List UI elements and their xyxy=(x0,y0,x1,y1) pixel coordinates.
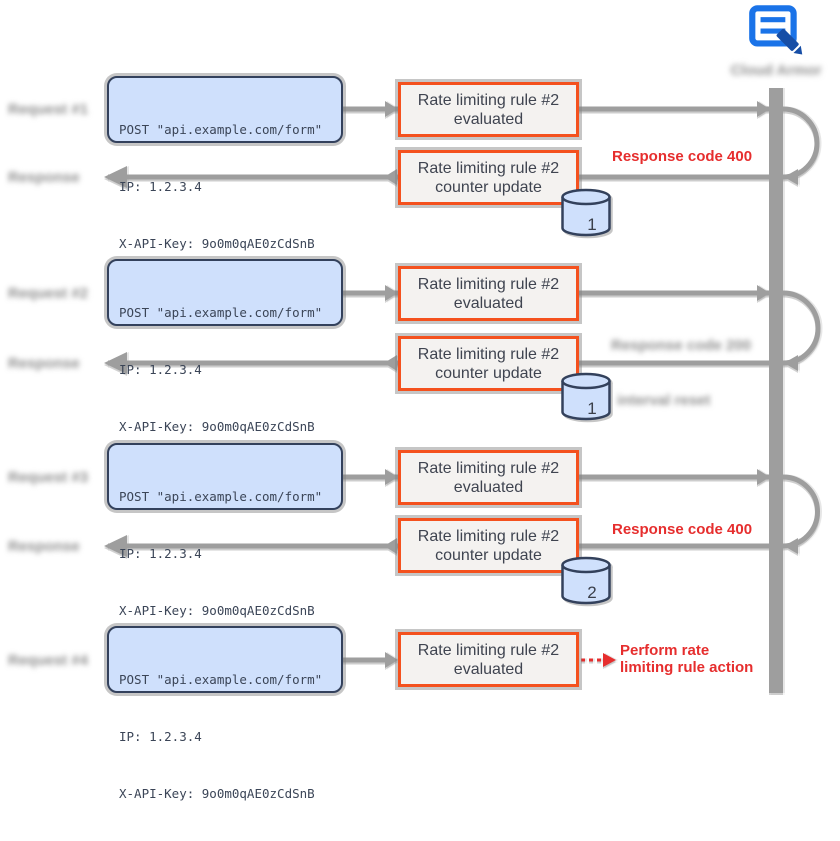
request-arrowhead-box-3 xyxy=(385,469,398,485)
counter-db-1 xyxy=(560,188,612,238)
evaluated-text-line1: Rate limiting rule #2 xyxy=(417,275,560,293)
lane-label-response-1: Response xyxy=(8,169,80,186)
actor-label-blurred: Cloud Armor xyxy=(730,62,822,79)
evaluated-box-3 xyxy=(398,450,579,505)
counter-text-line2: counter update xyxy=(435,178,542,196)
note-perform-action xyxy=(620,642,753,676)
lane-label-request-1: Request #1 xyxy=(8,101,89,118)
lane-label-request-3: Request #3 xyxy=(8,469,89,486)
request-ip-line: IP: 1.2.3.4 xyxy=(119,729,202,744)
request-apikey-line: X-API-Key: 9o0m0qAE0zCdSnB xyxy=(119,786,315,801)
response-arrowhead-box-2 xyxy=(384,355,397,371)
request-arrowhead-box-1 xyxy=(385,101,398,117)
response-arrowhead-box-1 xyxy=(384,169,397,185)
request-arrowhead-box-4 xyxy=(385,652,398,668)
evaluated-text-line1: Rate limiting rule #2 xyxy=(417,91,560,109)
request-arrowhead-lifeline-1 xyxy=(757,101,770,117)
evaluated-text-line1: Rate limiting rule #2 xyxy=(417,459,560,477)
response-arrowhead-box-3 xyxy=(384,538,397,554)
database-icon xyxy=(560,188,612,238)
lane-label-request-4: Request #4 xyxy=(8,652,89,669)
note-perform-action-line1: Perform rate xyxy=(620,642,710,659)
request-box-3 xyxy=(107,443,343,618)
lane-label-response-3: Response xyxy=(8,538,80,555)
counter-box-1 xyxy=(398,150,579,205)
request-ip-line: IP: 1.2.3.4 xyxy=(119,179,202,194)
evaluated-box-4 xyxy=(398,632,579,687)
counter-value: 1 xyxy=(587,399,597,418)
loop-arc-3 xyxy=(783,477,818,546)
request-ip-line: IP: 1.2.3.4 xyxy=(119,546,202,561)
counter-text-line2: counter update xyxy=(435,364,542,382)
database-icon xyxy=(560,372,612,422)
request-apikey-line: X-API-Key: 9o0m0qAE0zCdSnB xyxy=(119,603,315,618)
request-arrowhead-box-2 xyxy=(385,285,398,301)
loop-arrowhead-3 xyxy=(784,538,798,554)
evaluated-text-line2: evaluated xyxy=(453,294,524,312)
database-icon xyxy=(560,556,612,606)
action-arrowhead xyxy=(603,653,616,667)
evaluated-text-line1: Rate limiting rule #2 xyxy=(417,641,560,659)
counter-text-line2: counter update xyxy=(435,546,542,564)
evaluated-box-1 xyxy=(398,82,579,137)
counter-value: 1 xyxy=(587,215,597,234)
counter-value: 2 xyxy=(587,583,597,602)
request-apikey-line: X-API-Key: 9o0m0qAE0zCdSnB xyxy=(119,419,315,434)
counter-text-line1: Rate limiting rule #2 xyxy=(417,159,560,177)
request-arrowhead-lifeline-2 xyxy=(757,285,770,301)
request-arrowhead-lifeline-3 xyxy=(757,469,770,485)
request-post-line: POST "api.example.com/form" xyxy=(119,305,323,320)
counter-text-line1: Rate limiting rule #2 xyxy=(417,527,560,545)
request-ip-line: IP: 1.2.3.4 xyxy=(119,362,202,377)
actor-icon-wrap xyxy=(744,1,806,58)
counter-box-2 xyxy=(398,336,579,391)
evaluated-box-2 xyxy=(398,266,579,321)
note-response-code-3: Response code 400 xyxy=(612,521,753,538)
counter-box-3 xyxy=(398,518,579,573)
note-response-code-1: Response code 400 xyxy=(612,148,753,165)
counter-text-line1: Rate limiting rule #2 xyxy=(417,345,560,363)
evaluated-text-line2: evaluated xyxy=(453,660,524,678)
loop-arc-1 xyxy=(783,109,817,177)
lane-label-response-2: Response xyxy=(8,355,80,372)
request-box-1 xyxy=(107,76,343,251)
counter-db-2 xyxy=(560,372,612,422)
lane-label-request-2: Request #2 xyxy=(8,285,89,302)
note-perform-action-line2: limiting rule action xyxy=(620,659,754,676)
note-response-code-2-blurred: Response code 200 xyxy=(611,337,752,354)
request-apikey-line: X-API-Key: 9o0m0qAE0zCdSnB xyxy=(119,236,315,251)
evaluated-text-line2: evaluated xyxy=(453,478,524,496)
loop-arrowhead-1 xyxy=(784,169,798,185)
note-interval-reset-blurred: interval reset xyxy=(617,392,711,409)
request-box-4 xyxy=(107,626,343,801)
request-post-line: POST "api.example.com/form" xyxy=(119,489,323,504)
rules-list-edit-icon xyxy=(744,1,806,58)
loop-arc-2 xyxy=(783,293,818,363)
request-post-line: POST "api.example.com/form" xyxy=(119,672,323,687)
loop-arrowhead-2 xyxy=(784,355,798,371)
counter-db-3 xyxy=(560,556,612,606)
evaluated-text-line2: evaluated xyxy=(453,110,524,128)
request-box-2 xyxy=(107,259,343,434)
request-post-line: POST "api.example.com/form" xyxy=(119,122,323,137)
